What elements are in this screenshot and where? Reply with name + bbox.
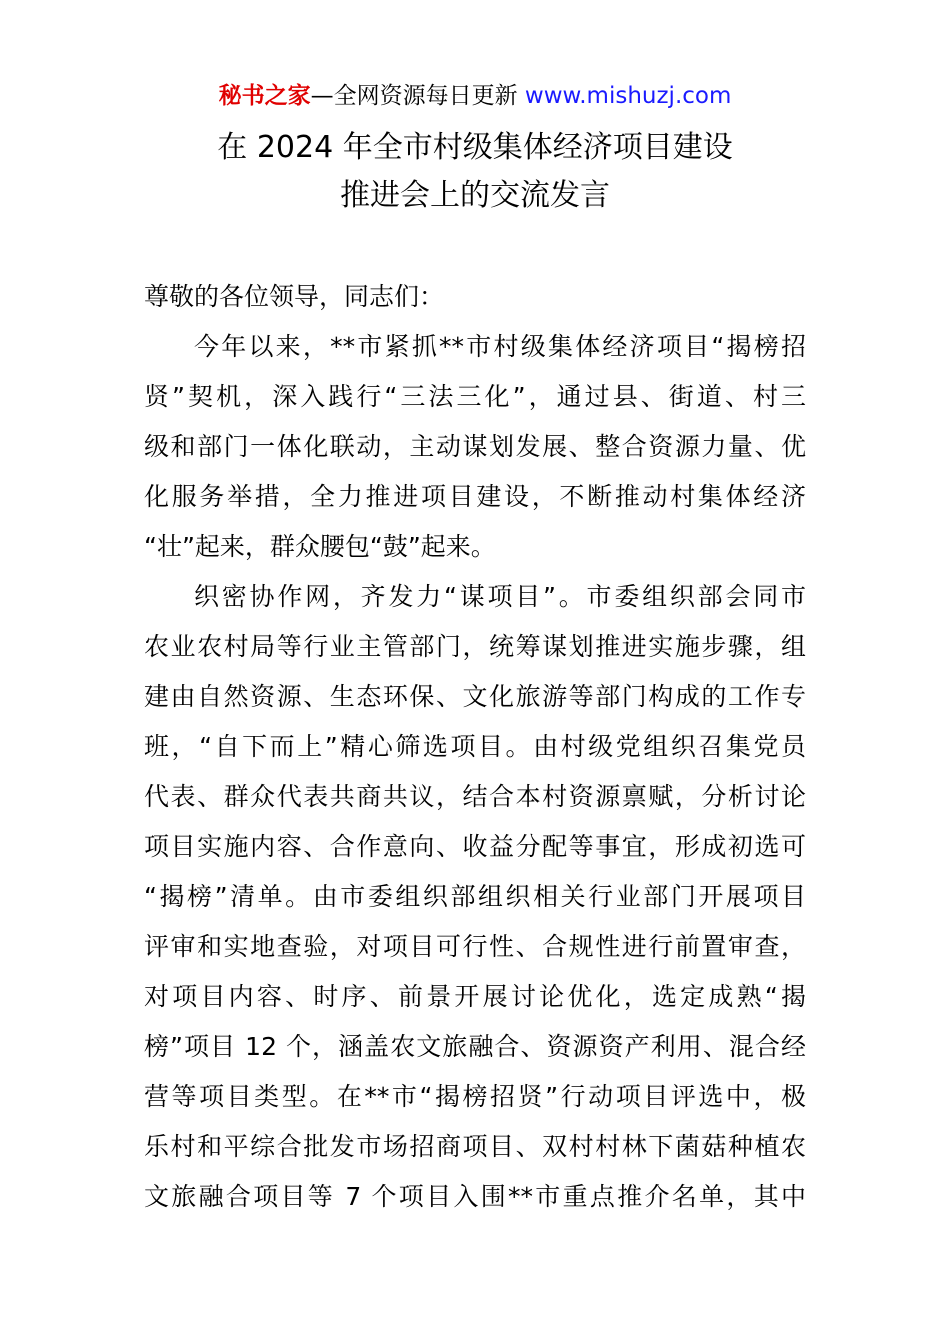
body-line: 文旅融合项目等 7 个项目入围**市重点推介名单，其中 — [144, 1182, 806, 1211]
body-line: 榜”项目 12 个，涵盖农文旅融合、资源资产利用、混合经 — [144, 1032, 806, 1061]
site-header — [0, 80, 950, 112]
body-line: “壮”起来，群众腰包“鼓”起来。 — [144, 532, 496, 561]
body-line: 项目实施内容、合作意向、收益分配等事宜，形成初选可 — [144, 832, 806, 861]
body-line: 营等项目类型。在**市“揭榜招贤”行动项目评选中，极 — [144, 1082, 806, 1111]
body-line: 化服务举措，全力推进项目建设，不断推动村集体经济 — [144, 482, 806, 511]
body-line: 对项目内容、时序、前景开展讨论优化，选定成熟“揭 — [144, 982, 806, 1011]
body-line: 织密协作网，齐发力“谋项目”。市委组织部会同市 — [194, 582, 806, 611]
body-line: 班，“自下而上”精心筛选项目。由村级党组织召集党员 — [144, 732, 806, 761]
site-tagline: —全网资源每日更新 — [310, 83, 518, 109]
body-line: 级和部门一体化联动，主动谋划发展、整合资源力量、优 — [144, 432, 806, 461]
document-body — [144, 272, 806, 1222]
body-line: 贤”契机，深入践行“三法三化”，通过县、街道、村三 — [144, 382, 806, 411]
body-line: 农业农村局等行业主管部门，统筹谋划推进实施步骤，组 — [144, 632, 806, 661]
body-line: 评审和实地查验，对项目可行性、合规性进行前置审查， — [144, 932, 806, 961]
site-brand: 秘书之家 — [218, 83, 311, 109]
document-title-line-2: 推进会上的交流发言 — [340, 178, 610, 213]
body-line: 今年以来，**市紧抓**市村级集体经济项目“揭榜招 — [194, 332, 806, 361]
document-title-line-1: 在 2024 年全市村级集体经济项目建设 — [217, 130, 733, 165]
salutation: 尊敬的各位领导，同志们： — [144, 282, 445, 311]
body-line: 代表、群众代表共商共议，结合本村资源禀赋，分析讨论 — [144, 782, 806, 811]
body-line: 乐村和平综合批发市场招商项目、双村村林下菌菇种植农 — [144, 1132, 806, 1161]
body-line: “揭榜”清单。由市委组织部组织相关行业部门开展项目 — [144, 882, 806, 911]
body-line: 建由自然资源、生态环保、文化旅游等部门构成的工作专 — [144, 682, 806, 711]
site-url-link[interactable]: www.mishuzj.com — [524, 83, 732, 109]
